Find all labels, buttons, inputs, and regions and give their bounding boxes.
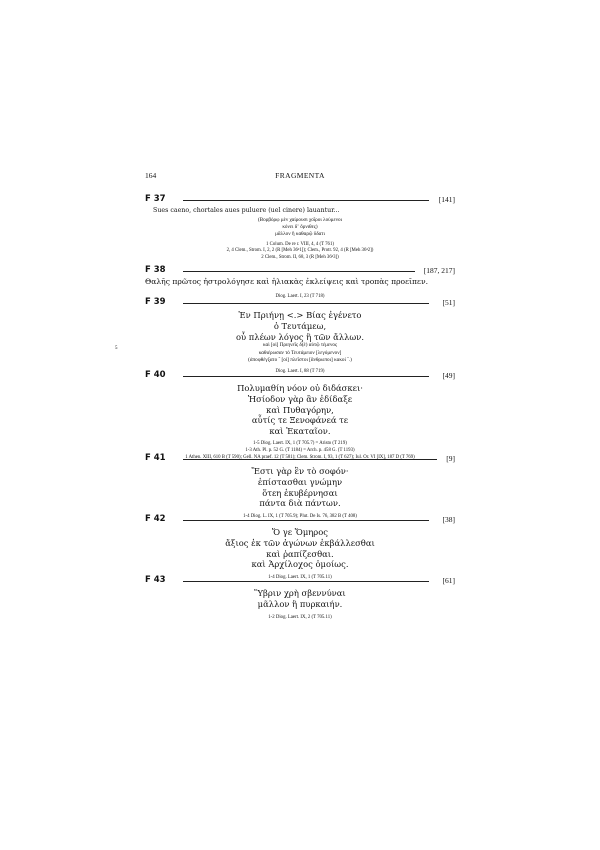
fragment-text: Sues caeno, chortales aues puluere (uel cinere) lauantur... — [153, 207, 340, 214]
fragment-ref: [187, 217] — [421, 265, 455, 276]
fragment-ref: [61] — [440, 575, 456, 586]
verse-line: ὅτεη ἐκυβέρνησαι — [262, 487, 338, 498]
verse-line: ἐπίστασθαι γνώμην — [257, 476, 343, 487]
fragment-id: F 38 — [145, 265, 169, 276]
fragment-header — [145, 265, 455, 276]
fragment-header — [145, 297, 455, 308]
fragment-id: F 37 — [145, 194, 169, 205]
apparatus-line: 1 Colum. De re r. VIII, 4, 4 (T 761) — [266, 241, 334, 247]
fragment-f41 — [145, 453, 455, 521]
apparatus-line: 2, 4 Clem., Strom. I, 2, 2 (R [Meh 36³1]); Clem., Protr. 92, 4 (R [Meh 36³2]) — [226, 248, 374, 254]
verse-block — [145, 466, 455, 509]
running-title: FRAGMENTA — [275, 171, 325, 180]
header-rule — [183, 520, 429, 521]
fragment-text: Θαλῆς πρῶτος ἠστρολόγησε καὶ ἡλιακὰς ἐκλείψεις καὶ τροπὰς προεῖπεν. — [145, 277, 428, 286]
apparatus-line: 1 Athen. XIII, 610 B (T 590); Gell. NA praef. 12 (T 581); Clem. Strom. I, 93, 1 (T 627); Iul. Or. VI [IX], 187 D (T 769) — [185, 454, 415, 460]
apparatus-line: 1-3 Ath. Pl. p. 52 G. (T 1184) = Arch. p. 458 G. (T 1193) — [245, 447, 355, 453]
header-rule — [183, 303, 429, 304]
header-rule — [183, 459, 437, 460]
header-rule — [183, 271, 415, 272]
fragment-header — [145, 575, 455, 586]
apparatus-line: 2 Clem., Strom. II, 68, 3 (R [Meh 36³3]) — [261, 255, 339, 261]
quote-block — [145, 217, 455, 239]
verse-line: οὗ πλέων λόγος ἢ τῶν ἄλλων. — [235, 331, 365, 342]
header-rule — [183, 581, 429, 582]
scholia-block — [145, 342, 455, 364]
fragment-f39 — [145, 297, 455, 376]
verse-line: καὶ ῥαπίζεσθαι. — [266, 548, 334, 559]
fragment-id: F 42 — [145, 514, 169, 525]
fragment-f40 — [145, 370, 455, 461]
fragment-header — [145, 514, 455, 525]
verse-line: Ἐν Πριήνῃ <.> Βίας ἐγένετο — [238, 310, 362, 320]
source-line: 1-4 Diog. L. IX, 1 (T 705.9); Plut. De Is. 76, 382 B (T 408) — [243, 514, 357, 520]
header-rule — [183, 200, 429, 201]
verse-block — [145, 383, 455, 437]
source-line: Diog. Laert. I, 88 (T 719) — [275, 369, 325, 374]
verse-line: Ἡσίοδον γὰρ ἂν ἐδίδαξε — [247, 393, 353, 404]
source-line: 1-2 Diog. Laert. IX, 2 (T 705.11) — [268, 614, 332, 620]
verse-line: αὖτίς τε Ξενοφάνεά τε — [251, 415, 349, 426]
quote-line: κόνει δʼ ὄρνιθες) — [282, 224, 318, 231]
fragment-header — [145, 370, 455, 381]
scholia-line: καὶ [οἱ] Πριηνεῖς δ(ὲ) αὐτῷ τέμενος — [262, 342, 338, 349]
scholia-line: (ἀποφθέγξατο ˆ [οἱ] πλεῖστοι [ἄνθρωποι] κακοί ˆ.) — [248, 356, 352, 363]
quote-line: μᾶλλον ἢ καθαρῷ ὕδατι — [275, 231, 325, 238]
fragment-ref: [141] — [436, 194, 455, 205]
fragment-id: F 41 — [145, 453, 169, 464]
verse-line: καὶ Πυθαγόρην, — [266, 404, 334, 415]
fragment-f37 — [145, 194, 455, 262]
verse-line: μᾶλλον ἢ πυρκαιήν. — [257, 598, 343, 609]
fragment-ref: [38] — [440, 514, 456, 525]
verse-line: πάντα διὰ πάντων. — [259, 498, 341, 509]
verse-block — [145, 527, 455, 570]
fragment-ref: [51] — [440, 297, 456, 308]
verse-line: Ὅ γε Ὅμηρος — [272, 527, 328, 537]
apparatus — [145, 242, 455, 262]
verse-line: ἄξιος ἐκ τῶν ἀγώνων ἐκβάλλεσθαι — [225, 537, 375, 548]
running-head — [145, 171, 455, 183]
fragment-ref: [9] — [443, 453, 455, 464]
line-number-mark: 5 — [115, 346, 118, 351]
fragment-id: F 43 — [145, 575, 169, 586]
fragment-id: F 40 — [145, 370, 169, 381]
fragment-f38 — [145, 265, 455, 301]
page-number: 164 — [145, 171, 157, 180]
verse-block — [145, 310, 455, 342]
scholia-line: καθιέρωσαν τὸ Τευτάμειον [λεγόμενον] — [258, 349, 342, 356]
apparatus-line: 1-5 Diog. Laert. IX, 1 (T 705.7) = Aristo (T 219) — [253, 440, 347, 446]
fragment-f43 — [145, 575, 455, 621]
quote-line: (Βορβόρῳ μὲν χαίρουσι χοῖροι λούμενοι — [257, 217, 343, 223]
verse-line: Ὕβριν χρὴ σβεννύναι — [254, 588, 346, 598]
verse-line: καὶ Ἀρχίλοχος ὁμοίως. — [251, 559, 349, 570]
fragment-header — [145, 194, 455, 205]
fragment-header — [145, 453, 455, 464]
fragment-ref: [49] — [440, 370, 456, 381]
verse-line: καὶ Ἑκαταῖον. — [269, 426, 331, 437]
header-rule — [183, 376, 429, 377]
fragment-f42 — [145, 514, 455, 582]
fragment-id: F 39 — [145, 297, 169, 308]
verse-line: Πολυμαθίη νόον οὐ διδάσκει· — [237, 383, 363, 393]
verse-line: ὁ Τευτάμεω, — [273, 320, 327, 331]
source-line: Diog. Laert. I, 23 (T 718) — [275, 293, 325, 299]
source-line: 1-4 Diog. Laert. IX, 1 (T 705.11) — [268, 575, 332, 581]
verse-block — [145, 588, 455, 610]
verse-line: Ἔστι γὰρ ἓν τὸ σοφόν· — [251, 466, 349, 476]
